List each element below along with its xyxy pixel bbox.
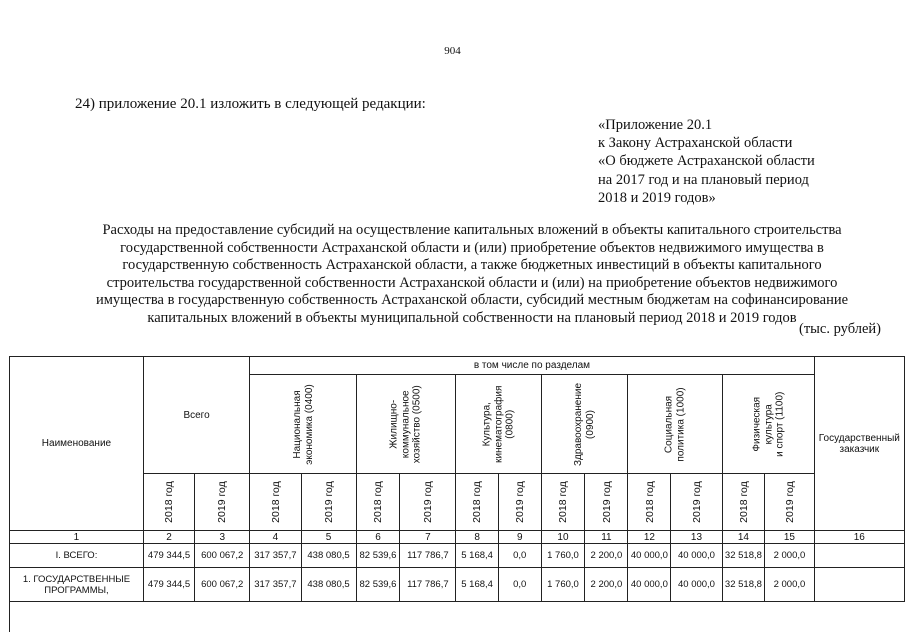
table-cell: 317 357,7 — [250, 544, 301, 568]
section-header: Здравоохранение (0900) — [541, 375, 628, 474]
table-cell: 40 000,0 — [628, 568, 671, 602]
table-cell: 40 000,0 — [671, 544, 722, 568]
table-cell: 82 539,6 — [356, 568, 400, 602]
table-cell: 32 518,8 — [722, 568, 765, 602]
column-index: 3 — [195, 531, 250, 544]
annex-block — [598, 116, 815, 207]
column-index: 4 — [250, 531, 301, 544]
document-title — [62, 222, 882, 328]
column-index: 9 — [498, 531, 541, 544]
row-label: 1. ГОСУДАРСТВЕННЫЕ ПРОГРАММЫ, — [10, 568, 144, 602]
year-header: 2019 год — [671, 474, 722, 531]
table-cell: 2 000,0 — [765, 568, 814, 602]
table-cell: 600 067,2 — [195, 544, 250, 568]
table-cell: 2 000,0 — [765, 544, 814, 568]
year-header: 2018 год — [250, 474, 301, 531]
section-header: Национальная экономика (0400) — [250, 375, 356, 474]
table-cell: 2 200,0 — [585, 568, 628, 602]
year-header: 2019 год — [765, 474, 814, 531]
annex-line: на 2017 год и на плановый период — [598, 171, 809, 188]
row-label: I. ВСЕГО: — [10, 544, 144, 568]
table-cell: 117 786,7 — [400, 568, 456, 602]
table-cell: 317 357,7 — [250, 568, 301, 602]
title-line: государственной собственности Астраханской области и (или) приобретение объектов недвижимого имущества в — [120, 239, 824, 256]
section-header: Физическая культура и спорт (1100) — [722, 375, 814, 474]
column-index: 12 — [628, 531, 671, 544]
table-cell: 1 760,0 — [541, 568, 585, 602]
title-line: Расходы на предоставление субсидий на осуществление капитальных вложений в объекты капитального строительства — [102, 222, 842, 238]
table-left-border — [9, 602, 10, 632]
column-index: 10 — [541, 531, 585, 544]
table-cell: 5 168,4 — [456, 544, 499, 568]
annex-line: «О бюджете Астраханской области — [598, 153, 815, 170]
table-cell: 438 080,5 — [301, 544, 356, 568]
year-header: 2019 год — [301, 474, 356, 531]
table-cell: 600 067,2 — [195, 568, 250, 602]
annex-line: «Приложение 20.1 — [598, 117, 713, 133]
table-cell: 2 200,0 — [585, 544, 628, 568]
table-cell: 82 539,6 — [356, 544, 400, 568]
column-index: 15 — [765, 531, 814, 544]
year-header: 2018 год — [722, 474, 765, 531]
budget-table — [9, 356, 905, 602]
year-header: 2018 год — [628, 474, 671, 531]
year-header: 2018 год — [541, 474, 585, 531]
column-index: 14 — [722, 531, 765, 544]
title-line: строительства государственной собственности Астраханской области и (или) на приобретение объектов недвижимого — [106, 274, 838, 291]
table-row — [10, 568, 905, 602]
column-index: 6 — [356, 531, 400, 544]
table-cell: 117 786,7 — [400, 544, 456, 568]
year-header: 2019 год — [498, 474, 541, 531]
section-header: Социальная политика (1000) — [628, 375, 722, 474]
header-customer: Государственный заказчик — [814, 357, 904, 531]
table-cell: 40 000,0 — [628, 544, 671, 568]
units-label: (тыс. рублей) — [799, 321, 881, 337]
header-name: Наименование — [10, 357, 144, 531]
year-header: 2019 год — [400, 474, 456, 531]
header-sections: в том числе по разделам — [250, 357, 814, 375]
annex-line: к Закону Астраханской области — [598, 135, 793, 152]
annex-line: 2018 и 2019 годов» — [598, 189, 716, 206]
column-index: 1 — [10, 531, 144, 544]
column-index: 7 — [400, 531, 456, 544]
column-index: 5 — [301, 531, 356, 544]
year-header: 2018 год — [356, 474, 400, 531]
table-cell: 438 080,5 — [301, 568, 356, 602]
title-line: государственную собственность Астраханской области, а также бюджетных инвестиций в объекты капитального — [122, 257, 822, 274]
column-index: 16 — [814, 531, 904, 544]
table-cell: 40 000,0 — [671, 568, 722, 602]
table-cell: 0,0 — [498, 568, 541, 602]
page-number: 904 — [444, 45, 461, 57]
table-cell: 5 168,4 — [456, 568, 499, 602]
header-total: Всего — [143, 357, 249, 474]
table-cell: 0,0 — [498, 544, 541, 568]
section-header: Жилищно- коммунальное хозяйство (0500) — [356, 375, 456, 474]
customer-cell — [814, 544, 904, 568]
table-cell: 479 344,5 — [143, 568, 194, 602]
year-header: 2019 год — [195, 474, 250, 531]
column-index: 11 — [585, 531, 628, 544]
table-cell: 479 344,5 — [143, 544, 194, 568]
customer-cell — [814, 568, 904, 602]
year-header: 2018 год — [456, 474, 499, 531]
column-index: 13 — [671, 531, 722, 544]
section-header: Культура, кинематография (0800) — [456, 375, 541, 474]
title-line: капитальных вложений в объекты муниципальной собственности на плановый период 2018 и 2019 годов — [147, 309, 797, 326]
table-row — [10, 544, 905, 568]
year-header: 2018 год — [143, 474, 194, 531]
year-header: 2019 год — [585, 474, 628, 531]
table-cell: 1 760,0 — [541, 544, 585, 568]
intro-text: 24) приложение 20.1 изложить в следующей редакции: — [75, 96, 426, 112]
title-line: имущества в государственную собственность Астраханской области, субсидий местным бюджетам на софинансирование — [95, 292, 849, 309]
table-cell: 32 518,8 — [722, 544, 765, 568]
column-index: 2 — [143, 531, 194, 544]
column-index: 8 — [456, 531, 499, 544]
